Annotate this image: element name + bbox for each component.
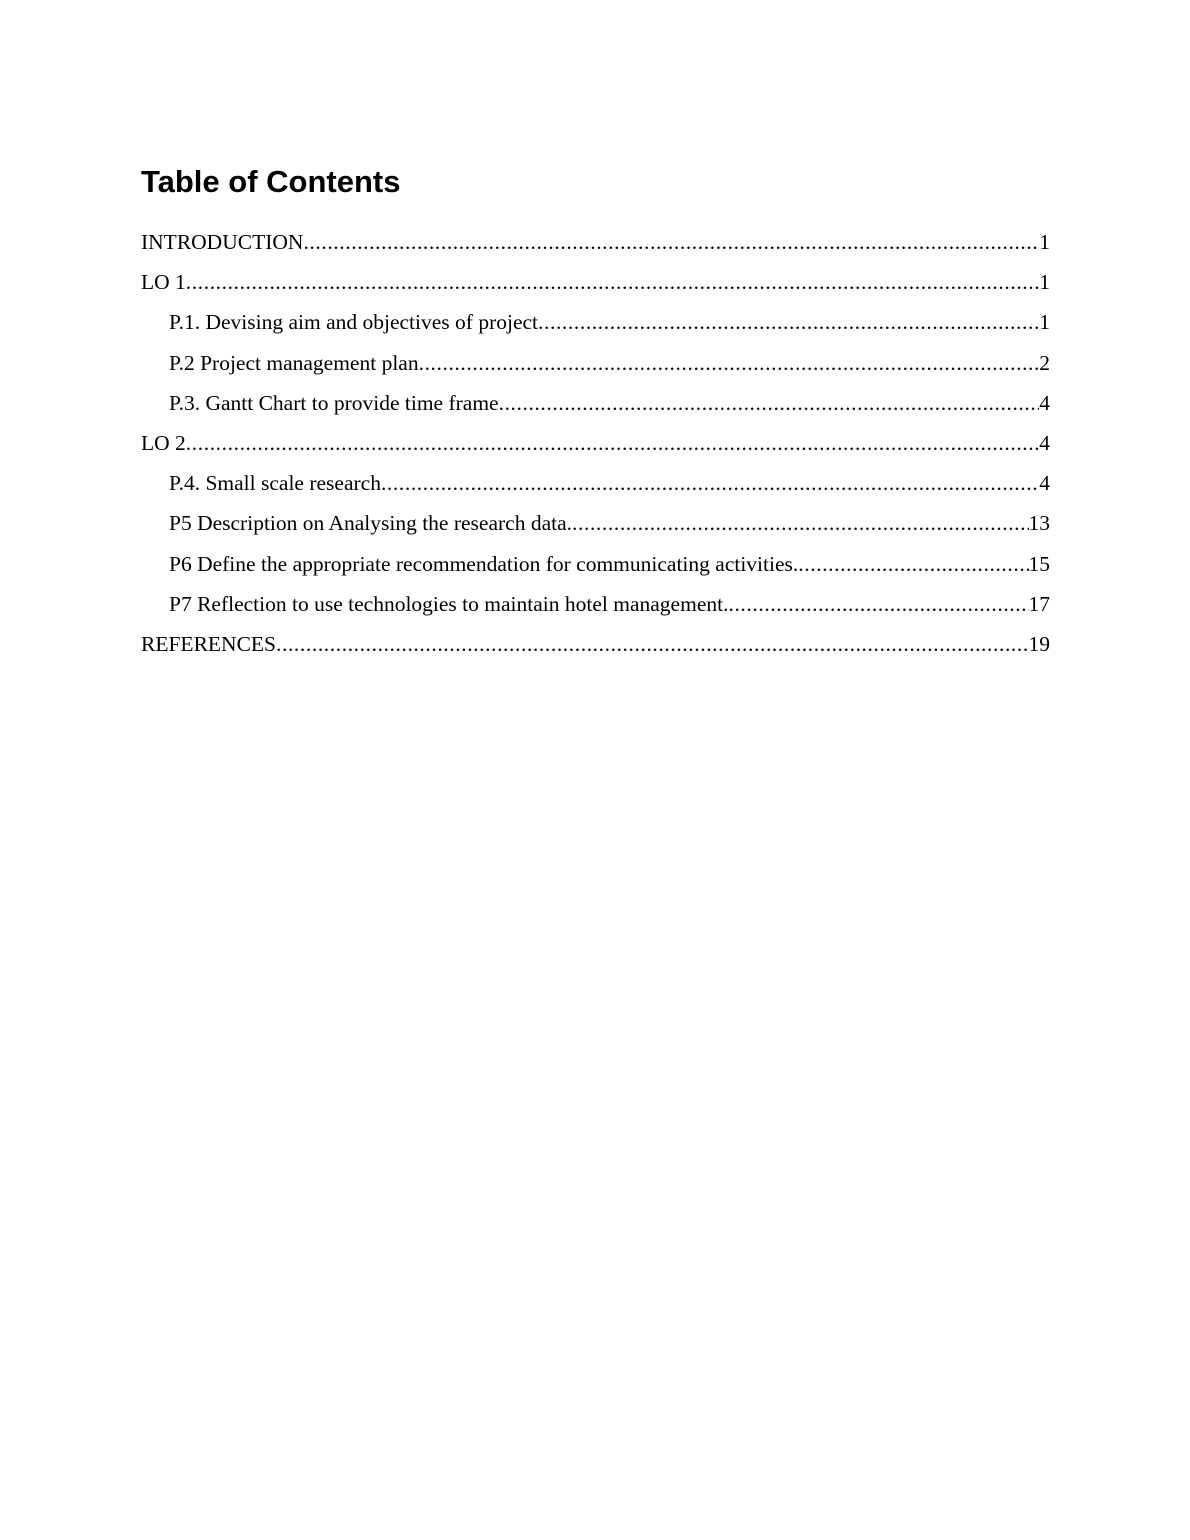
toc-page-number: 17 [1028, 591, 1050, 616]
toc-page-number: 4 [1039, 471, 1050, 496]
toc-page-number: 15 [1028, 551, 1050, 576]
toc-entry-text: LO 1 [141, 270, 186, 295]
toc-title: Table of Contents [141, 164, 401, 199]
toc-page-number: 1 [1039, 230, 1050, 254]
toc-page-number: 1 [1039, 270, 1050, 295]
toc-page-number: 13 [1028, 511, 1050, 536]
toc-entry-p4[interactable] [141, 463, 1050, 503]
toc-entry-text: P6 Define the appropriate recommendation for communicating activities. [169, 551, 799, 576]
toc-dot-leader [276, 624, 1029, 664]
toc-page-number: 4 [1039, 430, 1050, 455]
toc-dot-leader [538, 302, 1039, 342]
toc-entry-text: P7 Reflection to use technologies to maintain hotel management. [169, 591, 729, 616]
toc-entry-p1[interactable] [141, 302, 1050, 342]
toc-dot-leader [186, 423, 1039, 463]
toc-entry-text: LO 2 [141, 430, 186, 455]
toc-entry-p6[interactable] [141, 544, 1050, 584]
toc-entry-lo2[interactable] [141, 423, 1050, 463]
toc-page-number: 1 [1039, 310, 1050, 335]
toc-dot-leader [572, 503, 1028, 543]
toc-dot-leader [419, 343, 1040, 383]
toc-entry-introduction[interactable] [141, 222, 1050, 262]
toc-entry-text: P.3. Gantt Chart to provide time frame [169, 390, 499, 415]
toc-entry-p5[interactable] [141, 503, 1050, 543]
toc-entry-text: P.2 Project management plan [169, 350, 419, 375]
toc-entry-text: INTRODUCTION [141, 230, 304, 254]
toc-entry-text: P5 Description on Analysing the research data. [169, 511, 573, 536]
toc-page-number: 4 [1039, 390, 1050, 415]
toc-entry-p2[interactable] [141, 343, 1050, 383]
toc-dot-leader [798, 544, 1028, 584]
toc-page-number: 2 [1039, 350, 1050, 375]
toc-dot-leader [303, 222, 1039, 262]
toc-entry-lo1[interactable] [141, 262, 1050, 302]
toc-dot-leader [186, 262, 1039, 302]
toc-entry-text: P.1. Devising aim and objectives of project [169, 310, 539, 335]
toc-entry-references[interactable] [141, 624, 1050, 664]
toc-entry-text: P.4. Small scale research [169, 471, 381, 496]
toc-list [141, 222, 1050, 664]
toc-entry-p7[interactable] [141, 584, 1050, 624]
toc-dot-leader [728, 584, 1028, 624]
toc-dot-leader [381, 463, 1039, 503]
toc-entry-text: REFERENCES [141, 631, 276, 656]
toc-page-number: 19 [1028, 631, 1050, 656]
toc-entry-p3[interactable] [141, 383, 1050, 423]
toc-dot-leader [499, 383, 1040, 423]
